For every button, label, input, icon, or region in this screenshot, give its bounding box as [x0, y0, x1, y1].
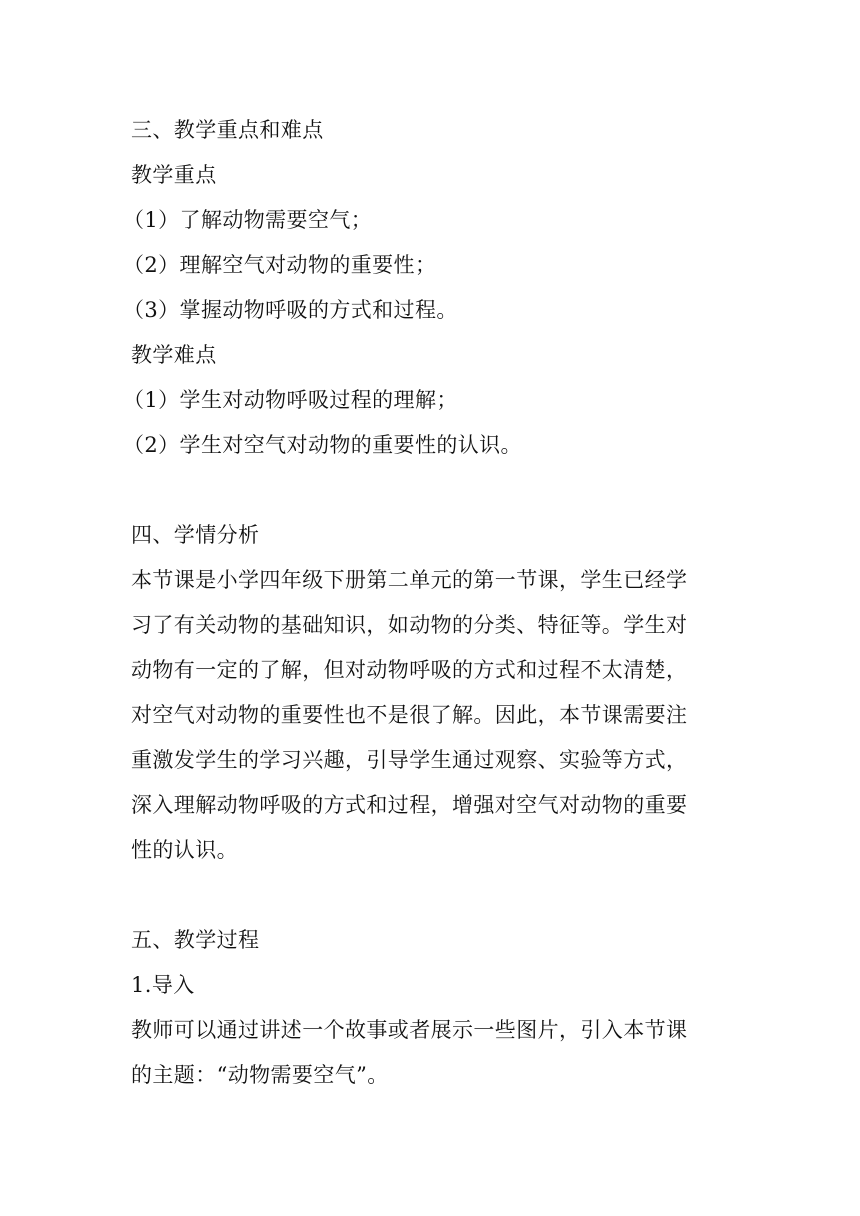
- analysis-line: 动物有一定的了解，但对动物呼吸的方式和过程不太清楚，: [131, 658, 688, 682]
- key-point-item: （3）掌握动物呼吸的方式和过程。: [123, 298, 458, 322]
- section-3-heading: 三、教学重点和难点: [131, 118, 324, 142]
- difficulty-item: （2）学生对空气对动物的重要性的认识。: [123, 433, 522, 457]
- step-1-line: 的主题：“动物需要空气”。: [131, 1063, 389, 1087]
- analysis-line: 习了有关动物的基础知识，如动物的分类、特征等。学生对: [131, 613, 688, 637]
- key-points-title: 教学重点: [131, 163, 217, 187]
- analysis-line: 性的认识。: [131, 838, 238, 862]
- document-body: [123, 108, 731, 1098]
- section-5-heading: 五、教学过程: [131, 928, 260, 952]
- paragraph-gap: [131, 468, 731, 513]
- section-4-heading: 四、学情分析: [131, 523, 260, 547]
- difficulty-item: （1）学生对动物呼吸过程的理解；: [123, 388, 458, 412]
- key-point-item: （1）了解动物需要空气；: [123, 208, 373, 232]
- paragraph-gap: [131, 873, 731, 918]
- difficulties-title: 教学难点: [131, 343, 217, 367]
- analysis-line: 重激发学生的学习兴趣，引导学生通过观察、实验等方式，: [131, 748, 688, 772]
- key-point-item: （2）理解空气对动物的重要性；: [123, 253, 437, 277]
- analysis-line: 深入理解动物呼吸的方式和过程，增强对空气对动物的重要: [131, 793, 688, 817]
- step-1-title: 1.导入: [131, 973, 195, 997]
- analysis-line: 本节课是小学四年级下册第二单元的第一节课，学生已经学: [131, 568, 688, 592]
- step-1-line: 教师可以通过讲述一个故事或者展示一些图片，引入本节课: [131, 1018, 688, 1042]
- analysis-line: 对空气对动物的重要性也不是很了解。因此，本节课需要注: [131, 703, 688, 727]
